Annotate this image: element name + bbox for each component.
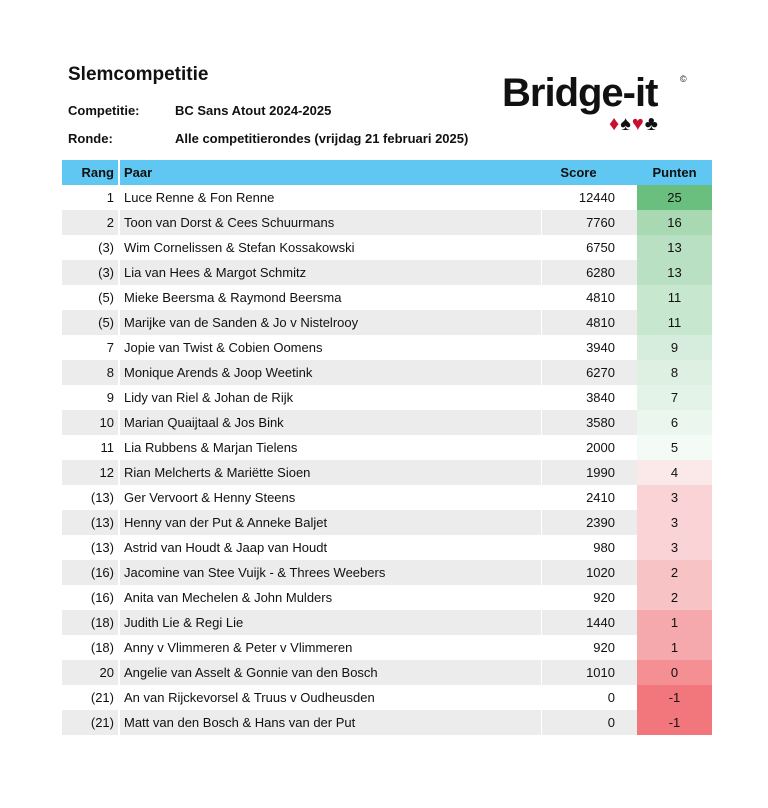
paar-cell: Anny v Vlimmeren & Peter v Vlimmeren bbox=[120, 635, 542, 660]
rang-cell: (3) bbox=[62, 260, 120, 285]
rang-cell: (3) bbox=[62, 235, 120, 260]
paar-cell: Toon van Dorst & Cees Schuurmans bbox=[120, 210, 542, 235]
score-cell: 4810 bbox=[542, 310, 615, 335]
table-row bbox=[62, 235, 712, 260]
bridge-it-logo bbox=[502, 70, 692, 140]
table-row bbox=[62, 660, 712, 685]
table-row bbox=[62, 485, 712, 510]
paar-cell: Lia van Hees & Margot Schmitz bbox=[120, 260, 542, 285]
paar-cell: Ger Vervoort & Henny Steens bbox=[120, 485, 542, 510]
rang-cell: (5) bbox=[62, 310, 120, 335]
paar-cell: Wim Cornelissen & Stefan Kossakowski bbox=[120, 235, 542, 260]
punten-cell: 6 bbox=[637, 410, 712, 435]
table-row bbox=[62, 385, 712, 410]
paar-cell: Angelie van Asselt & Gonnie van den Bosch bbox=[120, 660, 542, 685]
gap-cell bbox=[615, 485, 637, 510]
table-row bbox=[62, 210, 712, 235]
diamond-icon: ♦ bbox=[609, 113, 621, 135]
score-cell: 1440 bbox=[542, 610, 615, 635]
gap-cell bbox=[615, 510, 637, 535]
gap-cell bbox=[615, 285, 637, 310]
score-cell: 3940 bbox=[586, 340, 615, 355]
gap-cell bbox=[615, 410, 637, 435]
paar-cell: Lia Rubbens & Marjan Tielens bbox=[120, 435, 542, 460]
paar-cell: Judith Lie & Regi Lie bbox=[120, 610, 542, 635]
score-cell: 980 bbox=[593, 540, 615, 555]
gap-cell bbox=[615, 710, 637, 735]
ronde-label: Ronde: bbox=[68, 131, 113, 146]
punten-cell: -1 bbox=[637, 685, 712, 710]
gap-cell bbox=[615, 310, 637, 335]
paar-cell: Rian Melcherts & Mariëtte Sioen bbox=[120, 460, 542, 485]
score-cell: 7760 bbox=[542, 210, 615, 235]
score-cell: 6280 bbox=[542, 260, 615, 285]
gap-cell bbox=[615, 385, 637, 410]
ronde-value: Alle competitierondes (vrijdag 21 februari 2025) bbox=[175, 131, 469, 146]
page-title: Slemcompetitie bbox=[68, 64, 209, 85]
paar-cell: Luce Renne & Fon Renne bbox=[120, 185, 542, 210]
paar-cell: Marian Quaijtaal & Jos Bink bbox=[120, 410, 542, 435]
score-cell: 2410 bbox=[586, 490, 615, 505]
gap-cell bbox=[615, 435, 637, 460]
rang-cell: (16) bbox=[62, 585, 120, 610]
punten-cell: 7 bbox=[637, 385, 712, 410]
table-row bbox=[62, 510, 712, 535]
header-score: Score bbox=[542, 160, 615, 185]
competitie-label: Competitie: bbox=[68, 103, 140, 118]
score-cell: 1020 bbox=[542, 560, 615, 585]
table-row bbox=[62, 610, 712, 635]
punten-cell: 5 bbox=[637, 435, 712, 460]
gap-cell bbox=[615, 610, 637, 635]
heart-icon: ♥ bbox=[631, 113, 645, 135]
paar-cell: Henny van der Put & Anneke Baljet bbox=[120, 510, 542, 535]
paar-cell: Jacomine van Stee Vuijk - & Threes Weebers bbox=[120, 560, 542, 585]
gap-cell bbox=[615, 535, 637, 560]
table-row bbox=[62, 285, 712, 310]
header-punten: Punten bbox=[637, 160, 712, 185]
header-gap bbox=[615, 160, 637, 185]
punten-cell: 16 bbox=[637, 210, 712, 235]
table-row bbox=[62, 310, 712, 335]
table-row bbox=[62, 710, 712, 735]
score-cell: 4810 bbox=[586, 290, 615, 305]
rang-cell: 1 bbox=[62, 185, 120, 210]
rang-cell: 8 bbox=[62, 360, 120, 385]
punten-cell: 3 bbox=[637, 485, 712, 510]
gap-cell bbox=[615, 660, 637, 685]
punten-cell: 11 bbox=[637, 310, 712, 335]
punten-cell: 13 bbox=[637, 235, 712, 260]
score-cell: 6270 bbox=[542, 360, 615, 385]
punten-cell: 1 bbox=[637, 635, 712, 660]
club-icon: ♣ bbox=[644, 113, 659, 135]
score-cell: 920 bbox=[593, 590, 615, 605]
punten-cell: 25 bbox=[637, 185, 712, 210]
table-row bbox=[62, 335, 712, 360]
paar-cell: Matt van den Bosch & Hans van der Put bbox=[120, 710, 542, 735]
gap-cell bbox=[615, 585, 637, 610]
table-header bbox=[62, 160, 712, 185]
gap-cell bbox=[615, 185, 637, 210]
rang-cell: 12 bbox=[62, 460, 120, 485]
rang-cell: (21) bbox=[62, 710, 120, 735]
table-row bbox=[62, 435, 712, 460]
logo-suits bbox=[609, 114, 659, 134]
header-paar: Paar bbox=[120, 160, 542, 185]
score-cell: 1010 bbox=[542, 660, 615, 685]
standings-table bbox=[62, 160, 712, 735]
score-cell: 6750 bbox=[586, 240, 615, 255]
logo-copyright: © bbox=[680, 74, 687, 84]
table-row bbox=[62, 260, 712, 285]
score-cell: 12440 bbox=[578, 190, 615, 205]
paar-cell: Marijke van de Sanden & Jo v Nistelrooy bbox=[120, 310, 542, 335]
punten-cell: 8 bbox=[637, 360, 712, 385]
paar-cell: Astrid van Houdt & Jaap van Houdt bbox=[120, 535, 542, 560]
rang-cell: 2 bbox=[62, 210, 120, 235]
table-row bbox=[62, 185, 712, 210]
table-row bbox=[62, 535, 712, 560]
score-cell: 2390 bbox=[542, 510, 615, 535]
punten-cell: 2 bbox=[637, 585, 712, 610]
gap-cell bbox=[615, 460, 637, 485]
rang-cell: (18) bbox=[62, 610, 120, 635]
gap-cell bbox=[615, 560, 637, 585]
gap-cell bbox=[615, 335, 637, 360]
gap-cell bbox=[615, 635, 637, 660]
table-row bbox=[62, 360, 712, 385]
paar-cell: Lidy van Riel & Johan de Rijk bbox=[120, 385, 542, 410]
logo-text: Bridge-it bbox=[502, 71, 658, 115]
paar-cell: An van Rijckevorsel & Truus v Oudheusden bbox=[120, 685, 542, 710]
paar-cell: Mieke Beersma & Raymond Beersma bbox=[120, 285, 542, 310]
punten-cell: 9 bbox=[637, 335, 712, 360]
punten-cell: 0 bbox=[637, 660, 712, 685]
gap-cell bbox=[615, 210, 637, 235]
punten-cell: 2 bbox=[637, 560, 712, 585]
punten-cell: 3 bbox=[637, 535, 712, 560]
gap-cell bbox=[615, 360, 637, 385]
table-row bbox=[62, 635, 712, 660]
punten-cell: 4 bbox=[637, 460, 712, 485]
competitie-value: BC Sans Atout 2024-2025 bbox=[175, 103, 332, 118]
rang-cell: (13) bbox=[62, 485, 120, 510]
paar-cell: Anita van Mechelen & John Mulders bbox=[120, 585, 542, 610]
score-cell: 3840 bbox=[586, 390, 615, 405]
rang-cell: (13) bbox=[62, 535, 120, 560]
score-cell: 0 bbox=[542, 710, 615, 735]
header-rang: Rang bbox=[62, 160, 120, 185]
table-row bbox=[62, 410, 712, 435]
rang-cell: (18) bbox=[62, 635, 120, 660]
score-cell: 2000 bbox=[586, 440, 615, 455]
rang-cell: 7 bbox=[62, 335, 120, 360]
gap-cell bbox=[615, 260, 637, 285]
rang-cell: 20 bbox=[62, 660, 120, 685]
score-cell: 0 bbox=[607, 690, 615, 705]
paar-cell: Monique Arends & Joop Weetink bbox=[120, 360, 542, 385]
rang-cell: 11 bbox=[62, 435, 120, 460]
punten-cell: 3 bbox=[637, 510, 712, 535]
rang-cell: (5) bbox=[62, 285, 120, 310]
gap-cell bbox=[615, 235, 637, 260]
table-row bbox=[62, 685, 712, 710]
rang-cell: (16) bbox=[62, 560, 120, 585]
table-row bbox=[62, 560, 712, 585]
punten-cell: 11 bbox=[637, 285, 712, 310]
punten-cell: 1 bbox=[637, 610, 712, 635]
paar-cell: Jopie van Twist & Cobien Oomens bbox=[120, 335, 542, 360]
score-cell: 920 bbox=[593, 640, 615, 655]
table-row bbox=[62, 460, 712, 485]
rang-cell: (13) bbox=[62, 510, 120, 535]
score-cell: 1990 bbox=[542, 460, 615, 485]
rang-cell: (21) bbox=[62, 685, 120, 710]
punten-cell: -1 bbox=[637, 710, 712, 735]
table-row bbox=[62, 585, 712, 610]
punten-cell: 13 bbox=[637, 260, 712, 285]
gap-cell bbox=[615, 685, 637, 710]
rang-cell: 9 bbox=[62, 385, 120, 410]
spade-icon: ♠ bbox=[620, 113, 632, 135]
rang-cell: 10 bbox=[62, 410, 120, 435]
score-cell: 3580 bbox=[542, 410, 615, 435]
